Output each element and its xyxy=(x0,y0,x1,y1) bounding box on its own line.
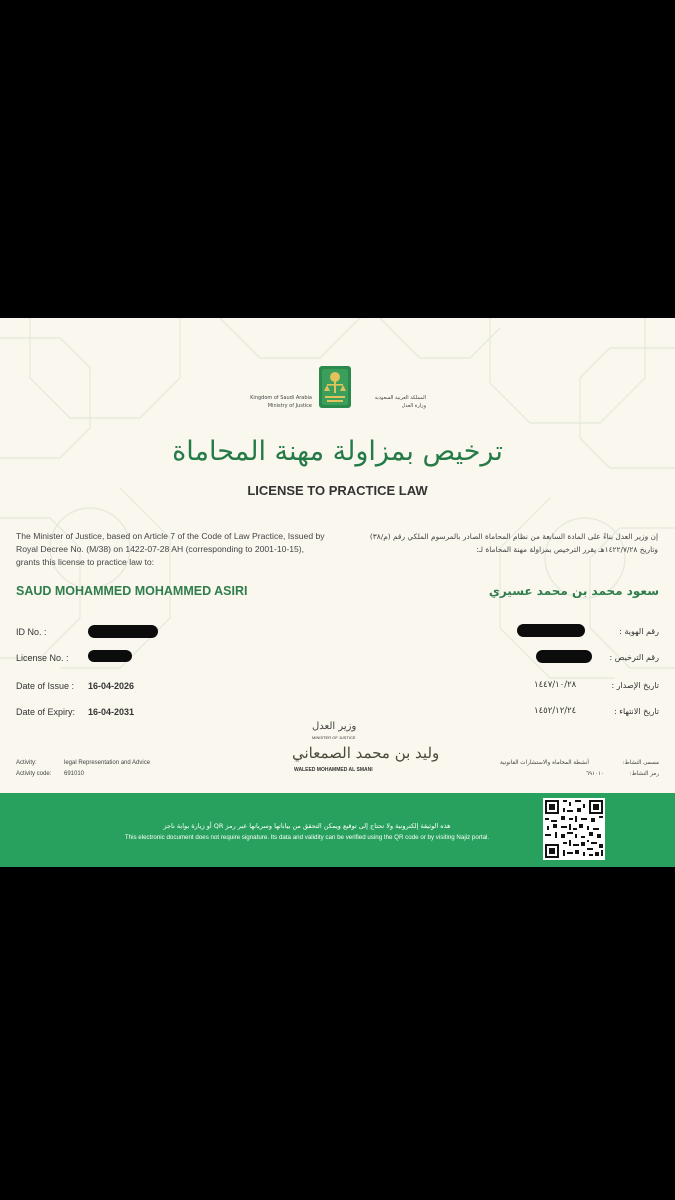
redaction-mark xyxy=(536,650,592,663)
footer-note-ar: هذه الوثيقة إلكترونية ولا تحتاج إلى توقيع ويمكن التحقق من بياناتها وسريانها عبر رمز QR أو زيارة بوابة ناجز xyxy=(163,822,451,830)
intro-text-ar: إن وزير العدل بناءً على المادة السابعة من نظام المحاماة الصادر بالمرسوم الملكي رقم (م/٣٨) وتاريخ ١٤٢٢/٧/٢٨هـ يقرر الترخيص بمزاولة مهنة المحاماة لـ: xyxy=(369,532,658,554)
activity-label-en: Activity: xyxy=(16,760,37,766)
minister-signature: وليد بن محمد الصمعاني xyxy=(292,744,440,762)
expiry-date-label-ar: تاريخ الانتهاء : xyxy=(613,707,659,716)
ministry-name-en: Ministry of Justice xyxy=(267,403,312,409)
intro-text-en: The Minister of Justice, based on Article 7 of the Code of Law Practice, Issued by Royal Decree No. (M/38) on 1422-07-28 AH (corresponding to 2001-10-15), grants this license to practice law to: xyxy=(16,531,325,567)
license-label-en: License No. : xyxy=(16,653,69,663)
issue-date-label-ar: تاريخ الإصدار : xyxy=(611,681,659,690)
document-title-en: LICENSE TO PRACTICE LAW xyxy=(247,483,428,498)
id-label-ar: رقم الهوية : xyxy=(619,627,659,636)
kingdom-label-en xyxy=(250,394,312,410)
redaction-mark xyxy=(88,650,132,662)
license-label-ar: رقم الترخيص : xyxy=(609,653,659,662)
license-document xyxy=(0,318,675,867)
id-label-en: ID No. : xyxy=(16,627,47,637)
activity-code-value-en: 691010 xyxy=(64,771,85,777)
redaction-mark xyxy=(517,624,585,637)
licensee-name-en: SAUD MOHAMMED MOHAMMED ASIRI xyxy=(16,584,248,598)
minister-title-ar: وزير العدل xyxy=(312,721,357,732)
activity-code-label-en: Activity code: xyxy=(16,771,52,777)
kingdom-label-ar xyxy=(356,394,426,410)
expiry-date-label-en: Date of Expiry: xyxy=(16,707,76,717)
ministry-of-justice-emblem-icon xyxy=(318,365,352,409)
minister-title-en: MINISTER OF JUSTICE xyxy=(312,735,356,740)
qr-code-icon[interactable] xyxy=(543,798,605,860)
kingdom-name-ar: المملكة العربية السعودية xyxy=(374,395,426,401)
minister-name-en: WALEED MOHAMMED AL SMANI xyxy=(294,767,373,773)
redaction-mark xyxy=(88,625,158,638)
activity-code-label-ar: رمز النشاط: xyxy=(629,771,659,777)
kingdom-name-en: Kingdom of Saudi Arabia xyxy=(250,395,312,401)
document-title-ar: ترخيص بمزاولة مهنة المحاماة xyxy=(172,436,503,467)
issue-date-value-en: 16-04-2026 xyxy=(88,681,135,691)
activity-label-ar: مسمى النشاط: xyxy=(622,760,659,766)
expiry-date-value-en: 16-04-2031 xyxy=(88,707,135,717)
ministry-name-ar: وزارة العدل xyxy=(401,403,426,409)
footer-note-en: This electronic document does not require signature. Its data and validity can be verified using the QR code or by visiting Najiz portal. xyxy=(124,834,490,841)
activity-value-en: legal Representation and Advice xyxy=(64,760,151,766)
issue-date-label-en: Date of Issue : xyxy=(16,681,75,691)
activity-value-ar: أنشطة المحاماة والاستشارات القانونية xyxy=(500,760,589,766)
issue-date-value-ar: ١٤٤٧/١٠/٢٨ xyxy=(534,680,577,690)
activity-code-value-ar: ٦٩١٠١٠ xyxy=(586,771,605,777)
licensee-name-ar: سعود محمد بن محمد عسيري xyxy=(488,584,659,598)
expiry-date-value-ar: ١٤٥٢/١٢/٢٤ xyxy=(534,706,577,716)
